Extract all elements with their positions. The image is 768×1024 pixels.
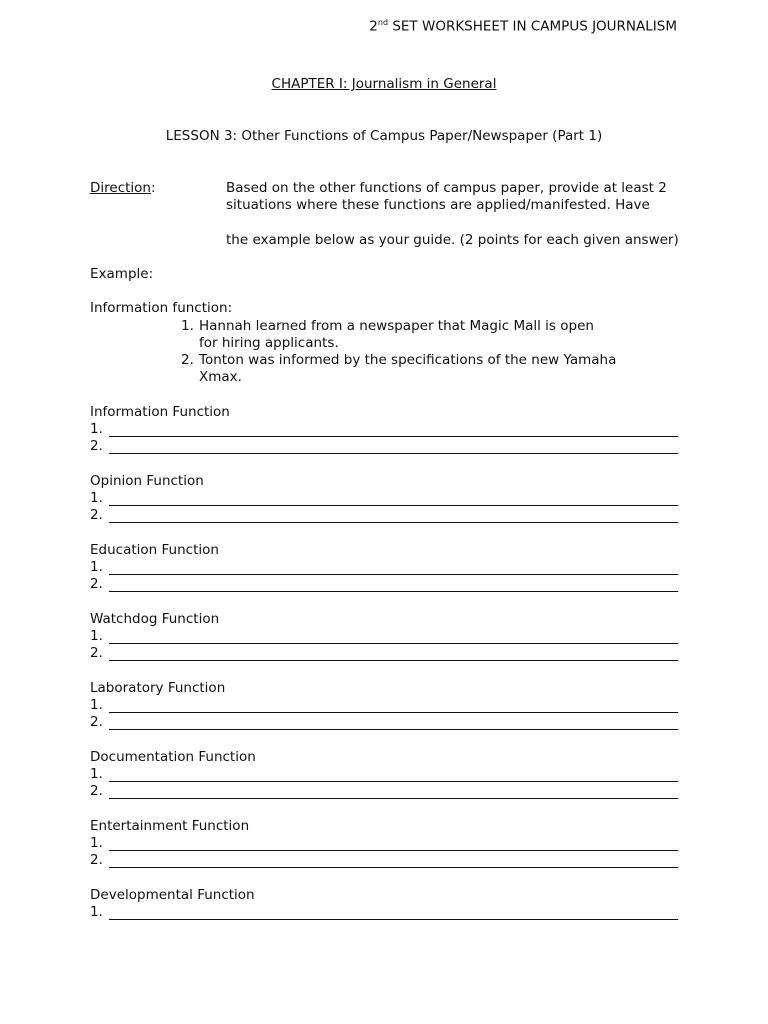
answer-row[interactable] bbox=[90, 783, 678, 800]
example-item-text: Tonton was informed by the specifications of the new Yamaha bbox=[199, 352, 617, 368]
section-title: Information Function bbox=[90, 404, 230, 420]
answer-line[interactable] bbox=[109, 453, 678, 454]
function-section bbox=[90, 749, 678, 800]
example-item-number: 1. bbox=[181, 318, 194, 334]
answer-number: 1. bbox=[90, 766, 103, 782]
direction-text-2: the example below as your guide. (2 points for each given answer) bbox=[226, 232, 679, 248]
answer-row[interactable] bbox=[90, 645, 678, 662]
answer-number: 1. bbox=[90, 490, 103, 506]
answer-number: 1. bbox=[90, 559, 103, 575]
direction-text-1: Based on the other functions of campus paper, provide at least 2 situations where these functions are applied/manifested. Have bbox=[226, 180, 667, 213]
header-ordinal: 2 bbox=[369, 18, 378, 35]
answer-number: 2. bbox=[90, 852, 103, 868]
section-title: Laboratory Function bbox=[90, 680, 226, 696]
example-item-text: Hannah learned from a newspaper that Magic Mall is open bbox=[199, 318, 594, 334]
answer-line[interactable] bbox=[109, 798, 678, 799]
direction-label-text: Direction bbox=[90, 180, 151, 196]
lesson-title: LESSON 3: Other Functions of Campus Paper/Newspaper (Part 1) bbox=[165, 128, 603, 144]
answer-row[interactable] bbox=[90, 628, 678, 645]
answer-line[interactable] bbox=[109, 505, 678, 506]
answer-line[interactable] bbox=[109, 919, 678, 920]
direction-label-colon: : bbox=[151, 180, 156, 196]
section-title: Education Function bbox=[90, 542, 219, 558]
direction-label bbox=[90, 180, 156, 196]
answer-line[interactable] bbox=[109, 729, 678, 730]
function-section bbox=[90, 404, 678, 455]
example-item-continuation: for hiring applicants. bbox=[199, 335, 339, 351]
answer-line[interactable] bbox=[109, 591, 678, 592]
answer-line[interactable] bbox=[109, 574, 678, 575]
header-title: SET WORKSHEET IN CAMPUS JOURNALISM bbox=[388, 18, 677, 35]
example-function-title: Information function: bbox=[90, 300, 233, 316]
answer-number: 2. bbox=[90, 507, 103, 523]
answer-row[interactable] bbox=[90, 507, 678, 524]
answer-number: 1. bbox=[90, 628, 103, 644]
example-label: Example: bbox=[90, 266, 154, 282]
section-title: Opinion Function bbox=[90, 473, 204, 489]
answer-number: 2. bbox=[90, 783, 103, 799]
function-section bbox=[90, 611, 678, 662]
answer-row[interactable] bbox=[90, 904, 678, 921]
answer-line[interactable] bbox=[109, 850, 678, 851]
answer-number: 1. bbox=[90, 835, 103, 851]
answer-line[interactable] bbox=[109, 712, 678, 713]
example-item bbox=[181, 352, 651, 386]
section-title: Watchdog Function bbox=[90, 611, 220, 627]
answer-line[interactable] bbox=[109, 643, 678, 644]
answer-line[interactable] bbox=[109, 522, 678, 523]
function-section bbox=[90, 818, 678, 869]
answer-row[interactable] bbox=[90, 438, 678, 455]
function-section bbox=[90, 680, 678, 731]
answer-row[interactable] bbox=[90, 490, 678, 507]
answer-number: 2. bbox=[90, 576, 103, 592]
answer-row[interactable] bbox=[90, 835, 678, 852]
answer-line[interactable] bbox=[109, 436, 678, 437]
example-item-number: 2. bbox=[181, 352, 194, 368]
example-item-continuation: Xmax. bbox=[199, 369, 242, 385]
example-item bbox=[181, 318, 651, 352]
answer-line[interactable] bbox=[109, 781, 678, 782]
answer-number: 1. bbox=[90, 904, 103, 920]
answer-line[interactable] bbox=[109, 867, 678, 868]
answer-number: 2. bbox=[90, 714, 103, 730]
answer-row[interactable] bbox=[90, 559, 678, 576]
answer-row[interactable] bbox=[90, 766, 678, 783]
answer-number: 1. bbox=[90, 421, 103, 437]
answer-row[interactable] bbox=[90, 697, 678, 714]
answer-number: 1. bbox=[90, 697, 103, 713]
answer-row[interactable] bbox=[90, 852, 678, 869]
answer-row[interactable] bbox=[90, 421, 678, 438]
function-section bbox=[90, 542, 678, 593]
answer-number: 2. bbox=[90, 438, 103, 454]
function-section bbox=[90, 887, 678, 921]
header-ordinal-suffix: nd bbox=[377, 18, 389, 27]
function-section bbox=[90, 473, 678, 524]
answer-number: 2. bbox=[90, 645, 103, 661]
section-title: Documentation Function bbox=[90, 749, 256, 765]
worksheet-header bbox=[369, 18, 677, 35]
chapter-title: CHAPTER I: Journalism in General bbox=[271, 76, 497, 92]
answer-line[interactable] bbox=[109, 660, 678, 661]
answer-row[interactable] bbox=[90, 714, 678, 731]
answer-row[interactable] bbox=[90, 576, 678, 593]
section-title: Developmental Function bbox=[90, 887, 255, 903]
section-title: Entertainment Function bbox=[90, 818, 250, 834]
